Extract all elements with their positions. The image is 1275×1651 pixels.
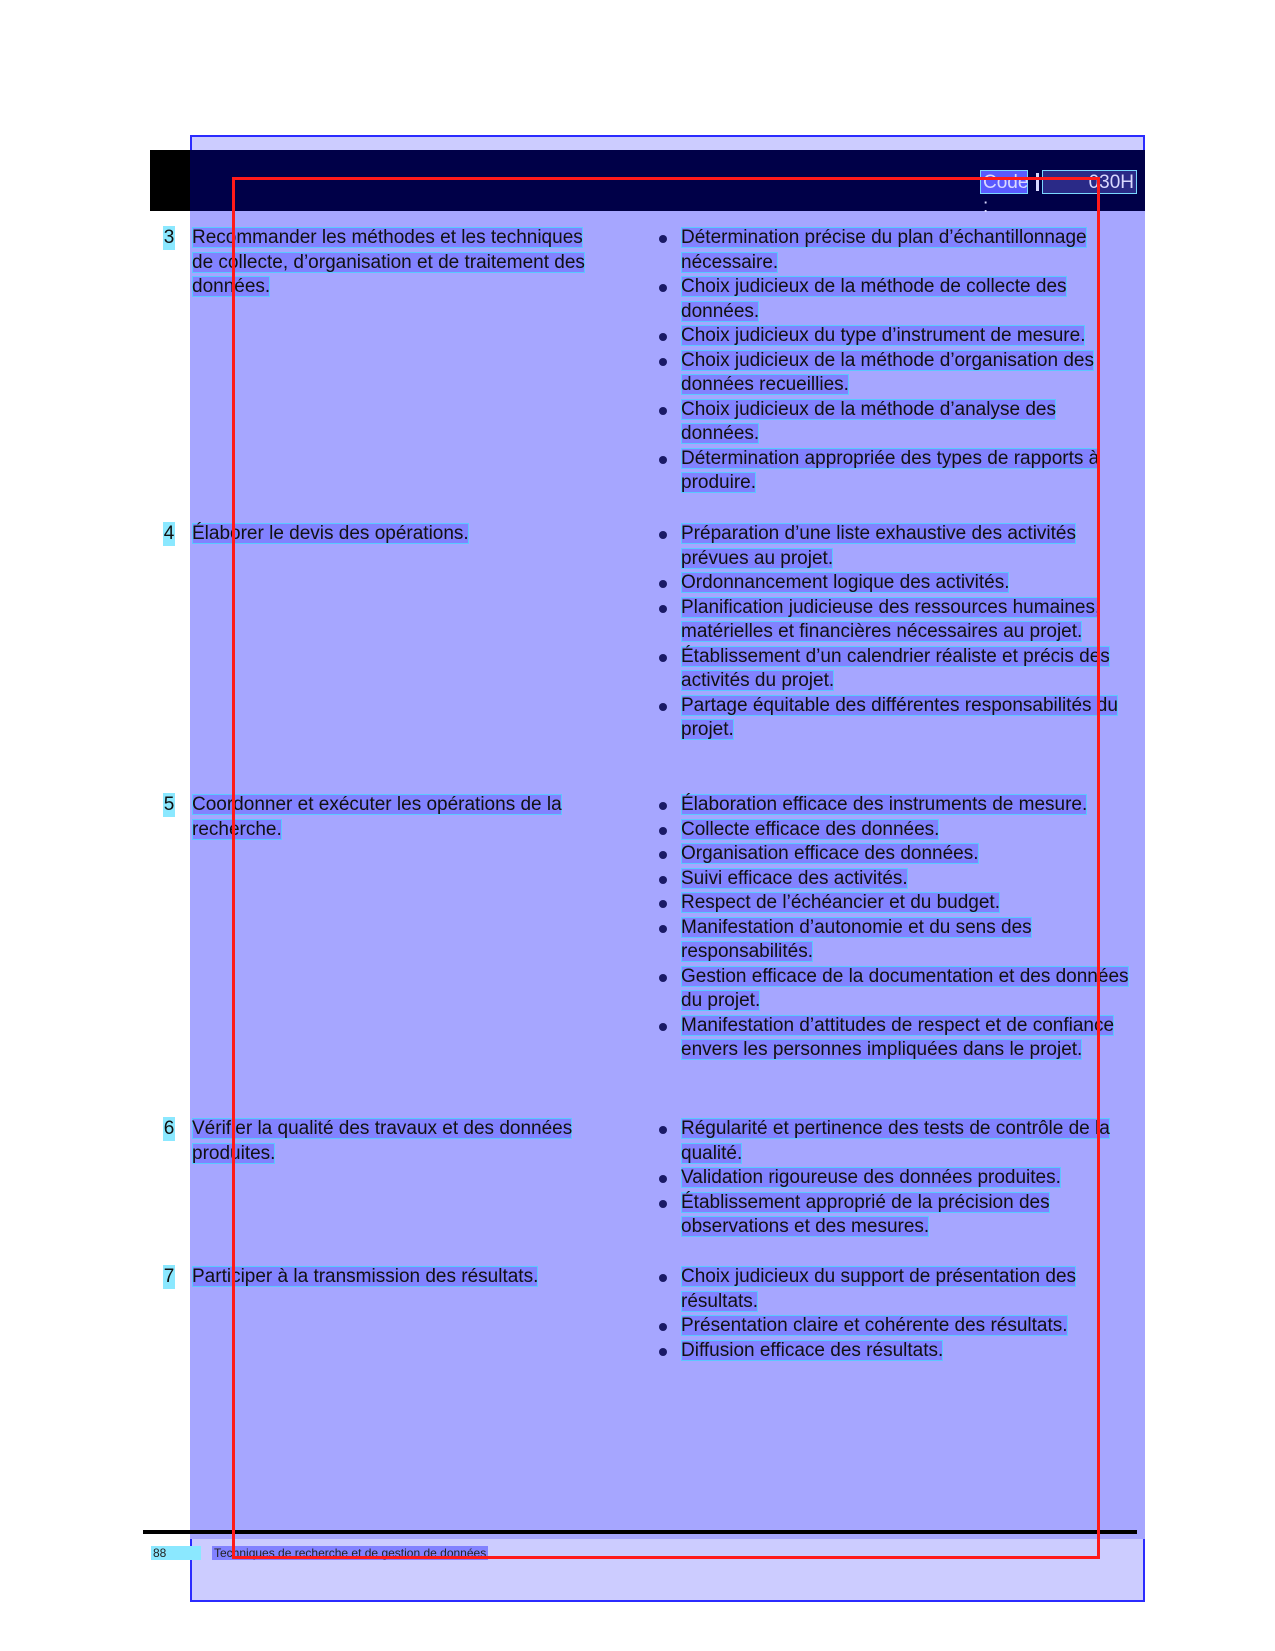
- bullet-icon: [659, 703, 667, 711]
- criteria-item: Manifestation d’autonomie et du sens des responsabilités.: [659, 916, 1137, 965]
- criteria-item: Diffusion efficace des résultats.: [659, 1339, 1137, 1364]
- task-line: Vérifier la qualité des travaux et des données: [192, 1118, 573, 1139]
- criteria-item: Suivi efficace des activités.: [659, 867, 1137, 892]
- criteria-item: Choix judicieux du type d’instrument de mesure.: [659, 324, 1137, 349]
- criteria-list: [659, 793, 1137, 1063]
- criteria-list: [659, 1265, 1137, 1363]
- row-number: 7: [163, 1266, 175, 1287]
- task-line: recherche.: [192, 818, 282, 840]
- criteria-item: Validation rigoureuse des données produites.: [659, 1166, 1137, 1191]
- bullet-icon: [659, 654, 667, 662]
- criteria-item: Collecte efficace des données.: [659, 818, 1137, 843]
- task-line: Recommander les méthodes et les techniques: [192, 227, 583, 248]
- bullet-icon: [659, 605, 667, 613]
- bullet-icon: [659, 1274, 667, 1282]
- task-line: Coordonner et exécuter les opérations de la: [192, 794, 562, 815]
- code-separator: [1036, 173, 1039, 191]
- course-code: [980, 170, 1137, 217]
- bullet-icon: [659, 802, 667, 810]
- bullet-icon: [659, 1126, 667, 1134]
- criteria-item: Choix judicieux de la méthode d’analyse des données.: [659, 398, 1137, 447]
- criteria-item: Présentation claire et cohérente des résultats.: [659, 1314, 1137, 1339]
- criteria-item: Planification judicieuse des ressources humaines, matérielles et financières nécessaires au projet.: [659, 596, 1137, 645]
- task-line: Élaborer le devis des opérations.: [192, 523, 469, 544]
- bullet-icon: [659, 1023, 667, 1031]
- footer-rule: [143, 1530, 1137, 1534]
- criteria-item: Respect de l’échéancier et du budget.: [659, 891, 1137, 916]
- bullet-icon: [659, 407, 667, 415]
- bullet-icon: [659, 974, 667, 982]
- bullet-icon: [659, 235, 667, 243]
- bullet-icon: [659, 1348, 667, 1356]
- row-number: 3: [163, 227, 175, 248]
- footer-title: Techniques de recherche et de gestion de données: [214, 1546, 487, 1560]
- criteria-item: Manifestation d’attitudes de respect et de confiance envers les personnes impliquées dans le projet.: [659, 1014, 1137, 1063]
- row-number: 4: [163, 523, 175, 544]
- code-label: Code :: [980, 170, 1028, 194]
- bullet-icon: [659, 851, 667, 859]
- page-number: 88: [151, 1546, 201, 1560]
- task-text: [192, 1265, 652, 1290]
- criteria-item: Choix judicieux du support de présentation des résultats.: [659, 1265, 1137, 1314]
- criteria-item: Partage équitable des différentes responsabilités du projet.: [659, 694, 1137, 743]
- task-line: produites.: [192, 1142, 276, 1164]
- criteria-item: Détermination précise du plan d’échantillonnage nécessaire.: [659, 226, 1137, 275]
- task-text: [192, 226, 652, 300]
- task-text: [192, 522, 652, 547]
- criteria-item: Choix judicieux de la méthode de collecte des données.: [659, 275, 1137, 324]
- criteria-item: Préparation d’une liste exhaustive des activités prévues au projet.: [659, 522, 1137, 571]
- bullet-icon: [659, 333, 667, 341]
- criteria-list: [659, 522, 1137, 743]
- criteria-item: Détermination appropriée des types de rapports à produire.: [659, 447, 1137, 496]
- task-line: Participer à la transmission des résultats.: [192, 1266, 539, 1287]
- criteria-item: Établissement approprié de la précision des observations et des mesures.: [659, 1191, 1137, 1240]
- bullet-icon: [659, 531, 667, 539]
- bullet-icon: [659, 456, 667, 464]
- row-number: 5: [163, 794, 175, 815]
- criteria-list: [659, 1117, 1137, 1240]
- bullet-icon: [659, 1323, 667, 1331]
- criteria-item: Gestion efficace de la documentation et des données du projet.: [659, 965, 1137, 1014]
- bullet-icon: [659, 876, 667, 884]
- row-number: 6: [163, 1118, 175, 1139]
- criteria-item: Ordonnancement logique des activités.: [659, 571, 1137, 596]
- task-text: [192, 793, 652, 842]
- criteria-item: Choix judicieux de la méthode d’organisation des données recueillies.: [659, 349, 1137, 398]
- bullet-icon: [659, 1175, 667, 1183]
- task-text: [192, 1117, 652, 1166]
- bullet-icon: [659, 827, 667, 835]
- bullet-icon: [659, 1200, 667, 1208]
- bullet-icon: [659, 580, 667, 588]
- task-line: données.: [192, 276, 271, 297]
- bullet-icon: [659, 358, 667, 366]
- code-value: 030H: [1042, 170, 1137, 194]
- task-line: de collecte, d’organisation et de traitement des: [192, 251, 585, 273]
- bullet-icon: [659, 284, 667, 292]
- bullet-icon: [659, 925, 667, 933]
- criteria-list: [659, 226, 1137, 496]
- criteria-item: Organisation efficace des données.: [659, 842, 1137, 867]
- bullet-icon: [659, 900, 667, 908]
- criteria-item: Établissement d’un calendrier réaliste et précis des activités du projet.: [659, 645, 1137, 694]
- criteria-item: Élaboration efficace des instruments de mesure.: [659, 793, 1137, 818]
- criteria-item: Régularité et pertinence des tests de contrôle de la qualité.: [659, 1117, 1137, 1166]
